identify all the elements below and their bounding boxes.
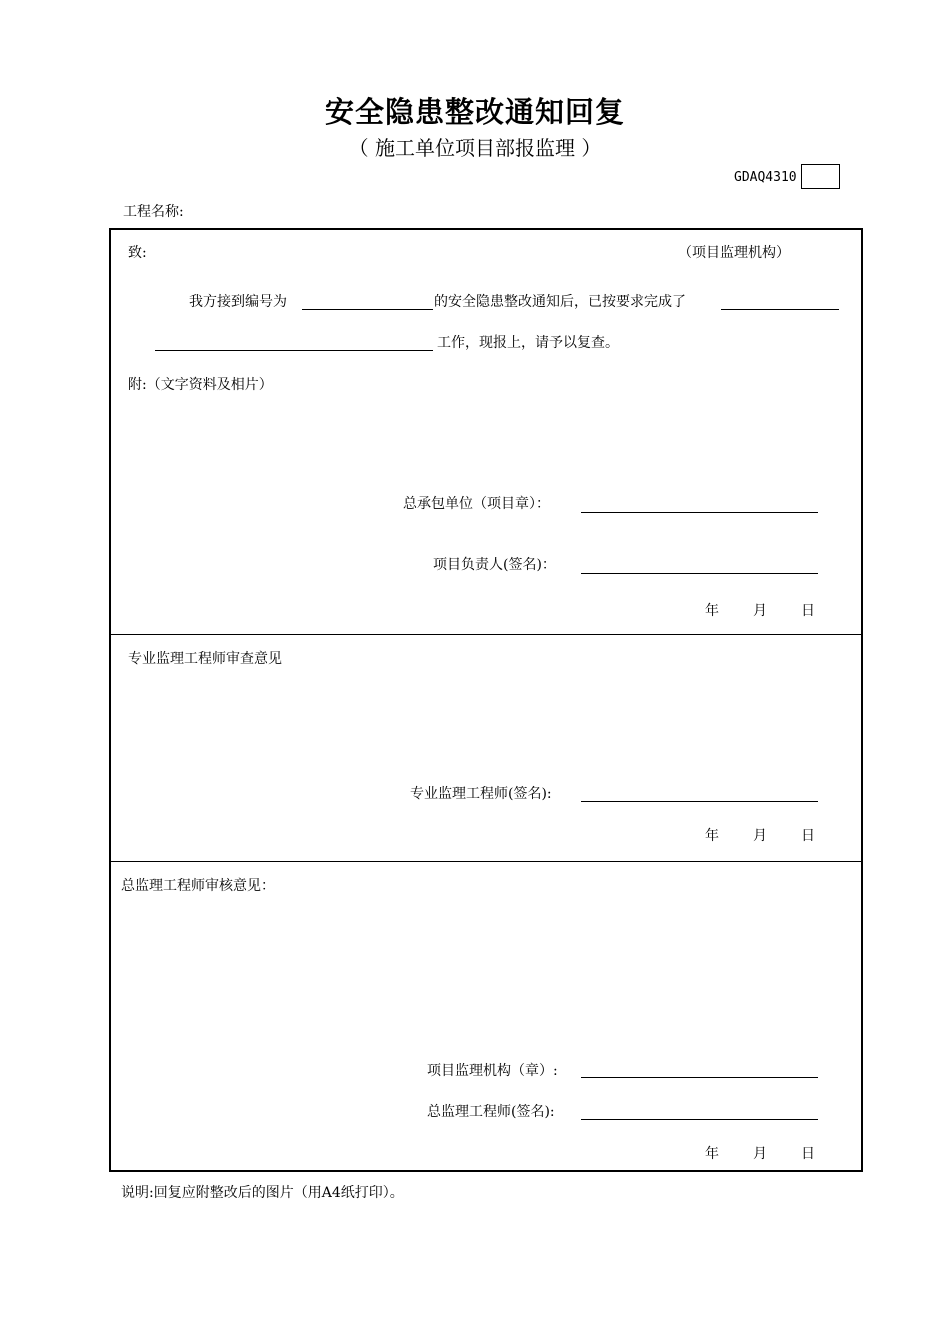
date-year: 年 [705,1146,719,1162]
reply-text-middle: 的安全隐患整改通知后，已按要求完成了 [434,294,686,310]
specialist-review-heading: 专业监理工程师审查意见 [128,651,282,667]
date-month: 月 [753,1146,767,1162]
date-day: 日 [801,603,815,619]
specialist-engineer-signature-field[interactable] [581,801,818,802]
to-organization: （项目监理机构） [678,245,790,261]
project-manager-signature-field[interactable] [581,573,818,574]
reply-text-prefix: 我方接到编号为 [189,294,287,310]
section-divider-2 [109,861,861,862]
project-manager-label: 项目负责人(签名)： [433,557,556,573]
footer-note: 说明:回复应附整改后的图片（用A4纸打印）。 [121,1185,404,1201]
form-code-box[interactable] [801,164,840,189]
chief-engineer-signature-field[interactable] [581,1119,818,1120]
form-table [109,228,863,1172]
date-year: 年 [705,603,719,619]
to-label: 致: [128,245,147,261]
completed-work-field-1[interactable] [721,309,839,310]
contractor-seal-label: 总承包单位（项目章）： [403,496,550,512]
section-divider-1 [109,634,861,635]
date-day: 日 [801,828,815,844]
project-name-label: 工程名称: [123,204,184,220]
supervision-org-seal-label: 项目监理机构（章）: [427,1063,558,1079]
attachment-label: 附:（文字资料及相片） [128,377,273,393]
chief-engineer-label: 总监理工程师(签名): [427,1104,555,1120]
date-month: 月 [753,603,767,619]
contractor-seal-field[interactable] [581,512,818,513]
specialist-engineer-label: 专业监理工程师(签名): [410,786,552,802]
completed-work-field-2[interactable] [155,350,433,351]
notice-number-field[interactable] [302,309,433,310]
chief-review-heading: 总监理工程师审核意见： [121,878,275,894]
form-title: 安全隐患整改通知回复 [324,95,625,129]
supervision-org-seal-field[interactable] [581,1077,818,1078]
form-code: GDAQ4310 [734,170,797,185]
date-day: 日 [801,1146,815,1162]
date-year: 年 [705,828,719,844]
form-subtitle: （ 施工单位项目部报监理 ） [348,136,602,160]
date-month: 月 [753,828,767,844]
reply-text-suffix: 工作，现报上，请予以复查。 [437,335,619,351]
